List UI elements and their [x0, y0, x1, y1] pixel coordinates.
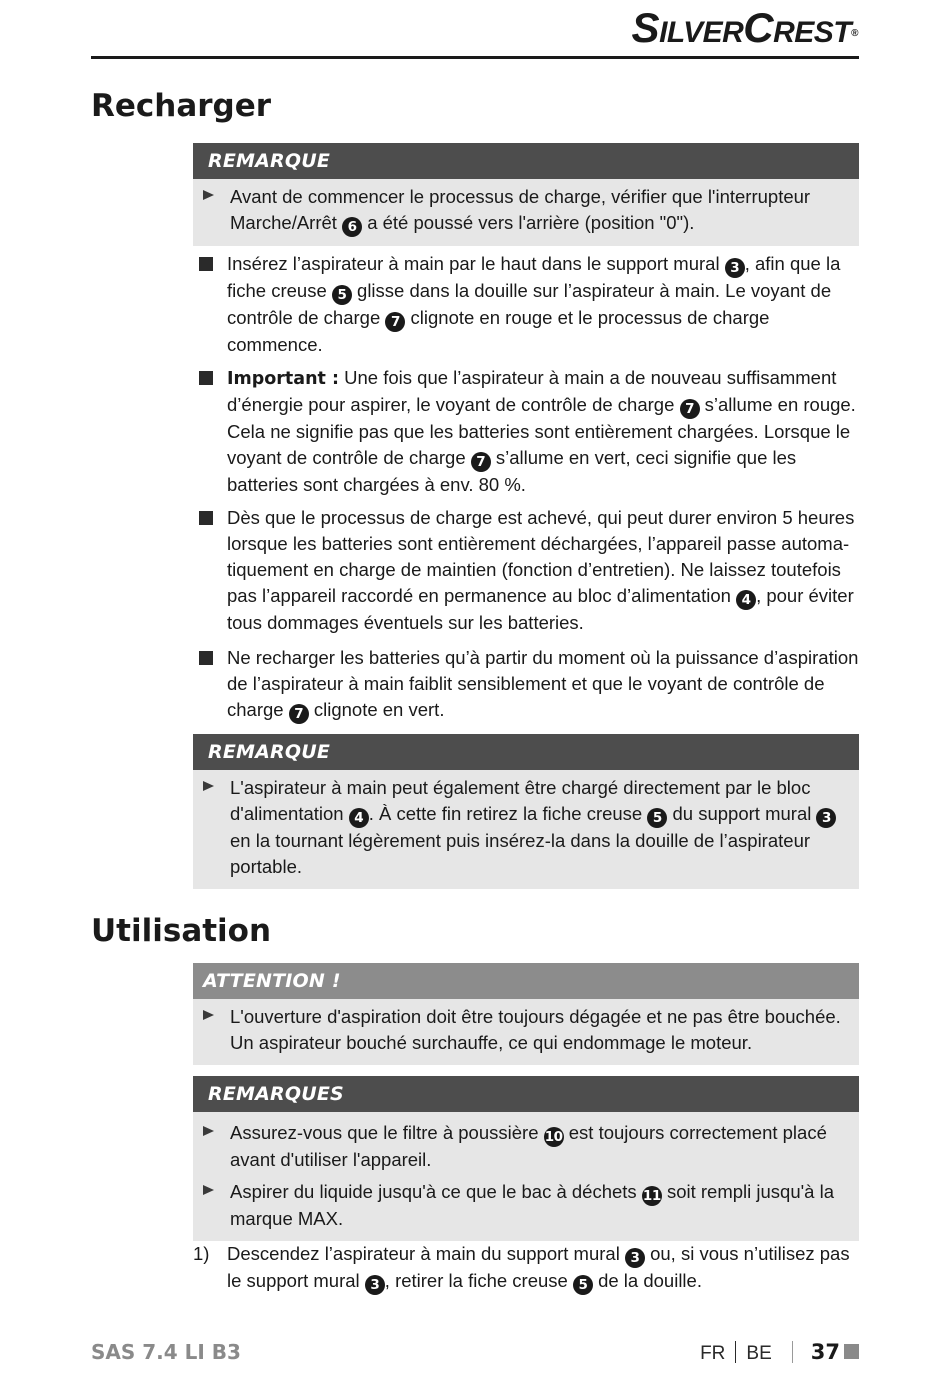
footer-lang-be: BE: [746, 1343, 772, 1364]
ref-badge: 4: [349, 808, 369, 828]
arrow-icon: [203, 1185, 214, 1195]
arrow-icon: [203, 1010, 214, 1020]
list-item: Insérez l’aspirateur à main par le haut dans le support mural 3 , afin que la fiche creuse 5 glisse dans la douille sur l’aspirateur à main. Le voyant de contrôle de charge 7 clignote en rouge et le processus de charge commence.: [199, 251, 859, 358]
note-label: REMARQUE: [193, 143, 859, 179]
ref-badge: 3: [725, 258, 745, 278]
page-number: 37: [810, 1340, 840, 1364]
ref-badge: 10: [544, 1129, 563, 1145]
note-item: Avant de commencer le processus de charge, vérifier que l'interrupteur Marche/Arrêt 6 a été poussé vers l'arrière (position "0").: [193, 184, 859, 237]
note-label: REMARQUE: [193, 734, 859, 770]
footer-page-info: [700, 1340, 859, 1365]
square-bullet-icon: [199, 651, 213, 665]
ref-badge: 5: [332, 285, 352, 305]
ref-badge: 5: [647, 808, 667, 828]
square-bullet-icon: [199, 511, 213, 525]
footer-divider: [792, 1341, 793, 1363]
note-item: L'aspirateur à main peut également être chargé directement par le bloc d'alimentation 4 . À cette fin retirez la fiche creuse 5 du support mural 3 en la tournant légèrement puis insérez-la dans la douille de l’aspirateur portable.: [193, 775, 859, 880]
note-label: REMARQUES: [193, 1076, 859, 1112]
footer-lang-fr: FR: [700, 1343, 726, 1364]
attention-box: [193, 963, 859, 1065]
brand-logo: SILVERCREST®: [631, 4, 858, 51]
ref-badge: 5: [573, 1275, 593, 1295]
square-bullet-icon: [199, 371, 213, 385]
header-rule: [91, 56, 859, 59]
attention-label: ATTENTION !: [193, 963, 859, 999]
footer-divider: [735, 1341, 736, 1363]
step-number: 1): [193, 1243, 210, 1264]
section-title-recharger: Recharger: [91, 88, 272, 124]
arrow-icon: [203, 1126, 214, 1136]
ref-badge: 7: [680, 399, 700, 419]
list-item: Dès que le processus de charge est achevé, qui peut durer environ 5 heures lorsque les batteries sont entièrement déchargées, l’appareil passe automa-tiquement en charge de maintien (fonction d’entretien). Ne laissez toutefois pas l’appareil raccordé en permanence au bloc d’alimentation 4 , pour éviter tous dommages éventuels sur les batteries.: [199, 505, 859, 636]
list-item: Ne recharger les batteries qu’à partir du moment où la puissance d’aspiration de l’aspirateur à main faiblit sensiblement et que le voyant de contrôle de charge 7 clignote en vert.: [199, 645, 859, 724]
note-item: Assurez-vous que le filtre à poussière 10 est toujours correctement placé avant d'utiliser l'appareil.: [193, 1120, 859, 1173]
square-bullet-icon: [199, 257, 213, 271]
ref-badge: 7: [471, 452, 491, 472]
ref-badge: 6: [342, 217, 362, 237]
ref-badge: 3: [625, 1248, 645, 1268]
step-item: 1) Descendez l’aspirateur à main du support mural 3 ou, si vous n’utilisez pas le support mural 3 , retirer la fiche creuse 5 de la douille.: [193, 1243, 850, 1293]
note-box-alimentation: [193, 734, 859, 889]
ref-badge: 7: [289, 704, 309, 724]
note-box-recharge: [193, 143, 859, 246]
ref-badge: 4: [736, 590, 756, 610]
footer-model: SAS 7.4 LI B3: [91, 1340, 241, 1364]
list-item: Important : Une fois que l’aspirateur à main a de nouveau suffisamment d’énergie pour aspirer, le voyant de contrôle de charge 7 s’allume en rouge. Cela ne signifie pas que les batteries sont entièrement chargées. Lorsque le voyant de contrôle de charge 7 s’allume en vert, ceci signifie que les batteries sont chargées à env. 80 %.: [199, 365, 859, 498]
arrow-icon: [203, 190, 214, 200]
note-item: Aspirer du liquide jusqu'à ce que le bac à déchets 11 soit rempli jusqu'à la marque MAX.: [193, 1179, 859, 1232]
section-title-utilisation: Utilisation: [91, 913, 272, 949]
remarques-box: [193, 1076, 859, 1241]
arrow-icon: [203, 781, 214, 791]
ref-badge: 3: [816, 808, 836, 828]
note-item: L'ouverture d'aspiration doit être toujours dégagée et ne pas être bouchée. Un aspirateur bouché surchauffe, ce qui endommage le moteur.: [193, 1004, 859, 1056]
ref-badge: 7: [385, 312, 405, 332]
page-square-icon: [844, 1344, 859, 1359]
ref-badge: 11: [642, 1188, 661, 1204]
ref-badge: 3: [365, 1275, 385, 1295]
